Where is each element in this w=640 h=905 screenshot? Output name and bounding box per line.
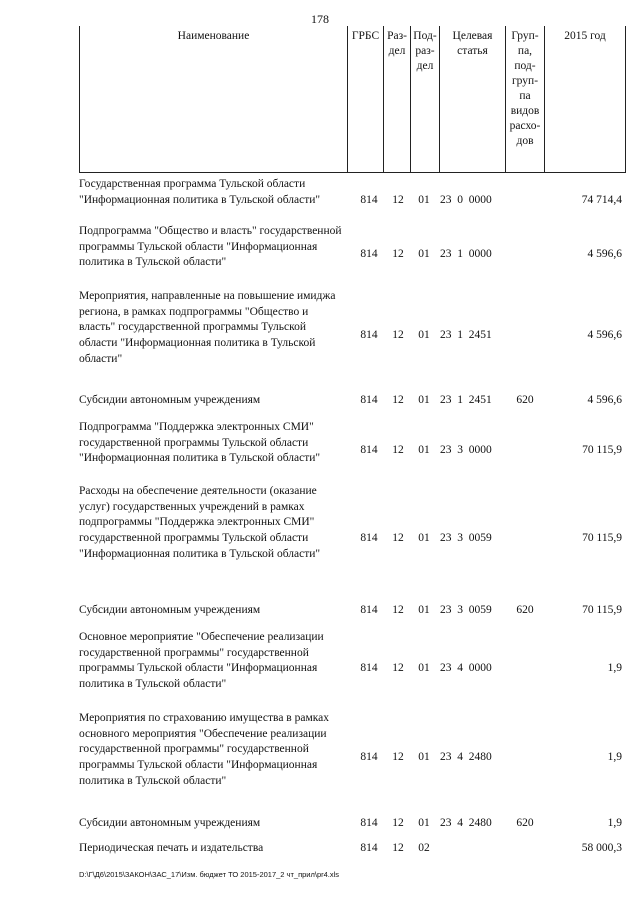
row-cs: 23 4 0000 bbox=[440, 662, 492, 674]
row-name: Субсидии автономным учреждениям bbox=[79, 817, 261, 829]
row-grbs: 814 bbox=[360, 662, 378, 674]
row-cs: 23 3 0059 bbox=[440, 532, 492, 544]
row-razdel: 12 bbox=[392, 604, 404, 616]
header-year: 2015 год bbox=[544, 26, 626, 172]
row-grbs: 814 bbox=[360, 444, 378, 456]
page-number: 178 bbox=[311, 12, 329, 26]
row-name: Основное мероприятие "Обеспечение реализации государственной программы" государственной программы Тульской области "Информационная политика в Тульской области" bbox=[79, 631, 324, 691]
row-podrazdel: 01 bbox=[418, 394, 430, 406]
row-sum: 4 596,6 bbox=[587, 394, 622, 406]
row-sum: 4 596,6 bbox=[587, 248, 622, 260]
row-grbs: 814 bbox=[360, 194, 378, 206]
row-cs: 23 0 0000 bbox=[440, 194, 492, 206]
header-podrazdel: Под- раз- дел bbox=[410, 26, 439, 172]
header-bottom-rule bbox=[79, 172, 626, 173]
row-grbs: 814 bbox=[360, 329, 378, 341]
row-podrazdel: 01 bbox=[418, 194, 430, 206]
row-name: Субсидии автономным учреждениям bbox=[79, 394, 261, 406]
row-name: Мероприятия по страхованию имущества в рамках основного мероприятия "Обеспечение реализации государственной программы" государственной программы Тульской области "Информационная политика в Тульской области" bbox=[79, 712, 330, 787]
row-sum: 70 115,9 bbox=[582, 604, 622, 616]
row-name: Субсидии автономным учреждениям bbox=[79, 604, 261, 616]
row-razdel: 12 bbox=[392, 842, 404, 854]
row-razdel: 12 bbox=[392, 329, 404, 341]
row-podrazdel: 01 bbox=[418, 817, 430, 829]
row-name: Расходы на обеспечение деятельности (оказание услуг) государственных учреждений в рамках подпрограммы "Поддержка электронных СМИ" государственной программы Тульской области "Информационная политика в Тульской области" bbox=[79, 485, 321, 560]
row-razdel: 12 bbox=[392, 662, 404, 674]
row-name: Периодическая печать и издательства bbox=[79, 842, 264, 854]
row-sum: 74 714,4 bbox=[581, 194, 622, 206]
row-grbs: 814 bbox=[360, 248, 378, 260]
row-name: Подпрограмма "Общество и власть" государственной программы Тульской области "Информационная политика в Тульской области" bbox=[79, 225, 342, 269]
row-sum: 70 115,9 bbox=[582, 532, 622, 544]
row-razdel: 12 bbox=[392, 751, 404, 763]
row-razdel: 12 bbox=[392, 394, 404, 406]
row-razdel: 12 bbox=[392, 444, 404, 456]
row-razdel: 12 bbox=[392, 817, 404, 829]
row-podrazdel: 01 bbox=[418, 751, 430, 763]
row-sum: 58 000,3 bbox=[581, 842, 622, 854]
file-path-footer: D:\Г\Д6\2015\ЗАКОН\ЗАС_17\Изм. бюджет ТО 2015-2017_2 чт_прил\pr4.xls bbox=[79, 870, 340, 879]
row-cs: 23 1 2451 bbox=[440, 329, 492, 341]
row-podrazdel: 01 bbox=[418, 604, 430, 616]
row-grbs: 814 bbox=[360, 394, 378, 406]
row-sum: 1,9 bbox=[607, 662, 622, 674]
row-cs: 23 1 0000 bbox=[440, 248, 492, 260]
row-podrazdel: 01 bbox=[418, 444, 430, 456]
row-name: Мероприятия, направленные на повышение имиджа региона, в рамках подпрограммы "Общество и власть" государственной программы Тульской области "Информационная политика в Тульской области" bbox=[79, 290, 336, 365]
row-razdel: 12 bbox=[392, 248, 404, 260]
header-name: Наименование bbox=[79, 26, 347, 172]
row-razdel: 12 bbox=[392, 532, 404, 544]
row-podrazdel: 01 bbox=[418, 662, 430, 674]
header-grbs: ГРБС bbox=[347, 26, 383, 172]
row-name: Подпрограмма "Поддержка электронных СМИ" государственной программы Тульской области "Информационная политика в Тульской области" bbox=[79, 421, 321, 465]
row-podrazdel: 02 bbox=[418, 842, 430, 854]
row-cs: 23 4 2480 bbox=[440, 751, 492, 763]
row-podrazdel: 01 bbox=[418, 532, 430, 544]
header-cs: Целевая статья bbox=[439, 26, 505, 172]
row-sum: 70 115,9 bbox=[582, 444, 622, 456]
row-podrazdel: 01 bbox=[418, 329, 430, 341]
row-sum: 4 596,6 bbox=[587, 329, 622, 341]
row-cs: 23 4 2480 bbox=[440, 817, 492, 829]
row-podrazdel: 01 bbox=[418, 248, 430, 260]
row-grbs: 814 bbox=[360, 532, 378, 544]
row-group: 620 bbox=[516, 394, 534, 406]
row-sum: 1,9 bbox=[607, 751, 622, 763]
row-cs: 23 3 0059 bbox=[440, 604, 492, 616]
header-razdel: Раз- дел bbox=[383, 26, 410, 172]
row-grbs: 814 bbox=[360, 751, 378, 763]
row-group: 620 bbox=[516, 817, 534, 829]
row-sum: 1,9 bbox=[607, 817, 622, 829]
row-group: 620 bbox=[516, 604, 534, 616]
row-grbs: 814 bbox=[360, 842, 378, 854]
header-group: Груп- па, под- груп- па видов расхо- дов bbox=[505, 26, 544, 172]
row-cs: 23 3 0000 bbox=[440, 444, 492, 456]
row-name: Государственная программа Тульской области "Информационная политика в Тульской области" bbox=[79, 178, 321, 206]
row-grbs: 814 bbox=[360, 817, 378, 829]
row-razdel: 12 bbox=[392, 194, 404, 206]
row-grbs: 814 bbox=[360, 604, 378, 616]
row-cs: 23 1 2451 bbox=[440, 394, 492, 406]
